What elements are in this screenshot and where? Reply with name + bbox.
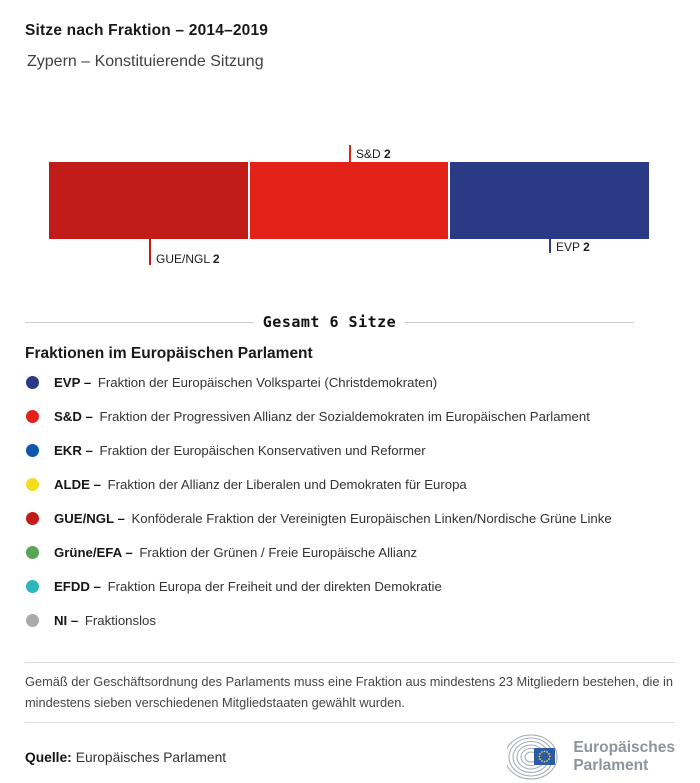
legend-item [26,467,675,501]
bar-segment-s-d [248,162,449,239]
ep-logo-text [573,739,675,776]
legend-item-label: EFDD – Fraktion Europa der Freiheit und der direkten Demokratie [54,578,442,594]
seat-chart [49,144,649,271]
legend-item-label: S&D – Fraktion der Progressiven Allianz der Sozialdemokraten im Europäischen Parlament [54,408,590,424]
legend-item [26,433,675,467]
total-divider [25,313,634,331]
footnote: Gemäß der Geschäftsordnung des Parlaments muss eine Fraktion aus mindestens 23 Mitgliedern bestehen, die in mindestens sieben verschiedenen Mitgliedstaaten gewählt wurden. [25,674,674,710]
legend-item-label: EKR – Fraktion der Europäischen Konservativen und Reformer [54,442,426,458]
source-label: Quelle: [25,749,72,765]
stacked-bar [49,162,649,239]
callout-evp [549,239,590,253]
callout-tick [349,145,351,162]
callout-s-d [349,145,391,162]
legend-item-label: ALDE – Fraktion der Allianz der Liberalen und Demokraten für Europa [54,476,467,492]
source [25,750,226,765]
bar-segment-evp [448,162,649,239]
legend-item [26,603,675,637]
source-value: Europäisches Parlament [75,749,227,765]
callout-label: EVP 2 [556,240,590,254]
ep-logo-line1: Europäisches [573,739,675,757]
fraction-color-dot [26,444,39,457]
legend-heading: Fraktionen im Europäischen Parlament [25,345,313,362]
divider-line-right [405,322,634,323]
fraction-color-dot [26,546,39,559]
ep-hemicycle-icon [507,734,565,780]
legend-item [26,399,675,433]
callout-label: S&D 2 [356,147,391,161]
divider-line-left [25,322,254,323]
legend-list [26,365,675,637]
source-row [25,733,675,781]
footnote-rule-bottom [25,722,675,723]
callout-label: GUE/NGL 2 [156,252,220,266]
legend-item [26,569,675,603]
legend-item-label: GUE/NGL – Konföderale Fraktion der Vereinigten Europäischen Linken/Nordische Grüne Linke [54,510,612,526]
total-label: Gesamt 6 Sitze [262,313,397,331]
legend-item [26,501,675,535]
page-title: Sitze nach Fraktion – 2014–2019 [25,22,269,39]
callout-tick [149,239,151,265]
legend-item [26,365,675,399]
fraction-color-dot [26,478,39,491]
legend-item-label: EVP – Fraktion der Europäischen Volkspartei (Christdemokraten) [54,374,438,390]
legend-item-label: Grüne/EFA – Fraktion der Grünen / Freie Europäische Allianz [54,544,418,560]
fraction-color-dot [26,410,39,423]
callout-tick [549,239,551,253]
fraction-color-dot [26,614,39,627]
legend-item [26,535,675,569]
ep-logo-line2: Parlament [573,757,649,775]
fraction-color-dot [26,512,39,525]
bar-segment-gue-ngl [49,162,248,239]
callout-gue-ngl [149,239,220,265]
footnote-rule-top [25,662,675,663]
fraction-color-dot [26,580,39,593]
legend-item-label: NI – Fraktionslos [54,612,156,628]
ep-logo [507,734,675,780]
fraction-color-dot [26,376,39,389]
page-subtitle: Zypern – Konstituierende Sitzung [27,53,264,70]
